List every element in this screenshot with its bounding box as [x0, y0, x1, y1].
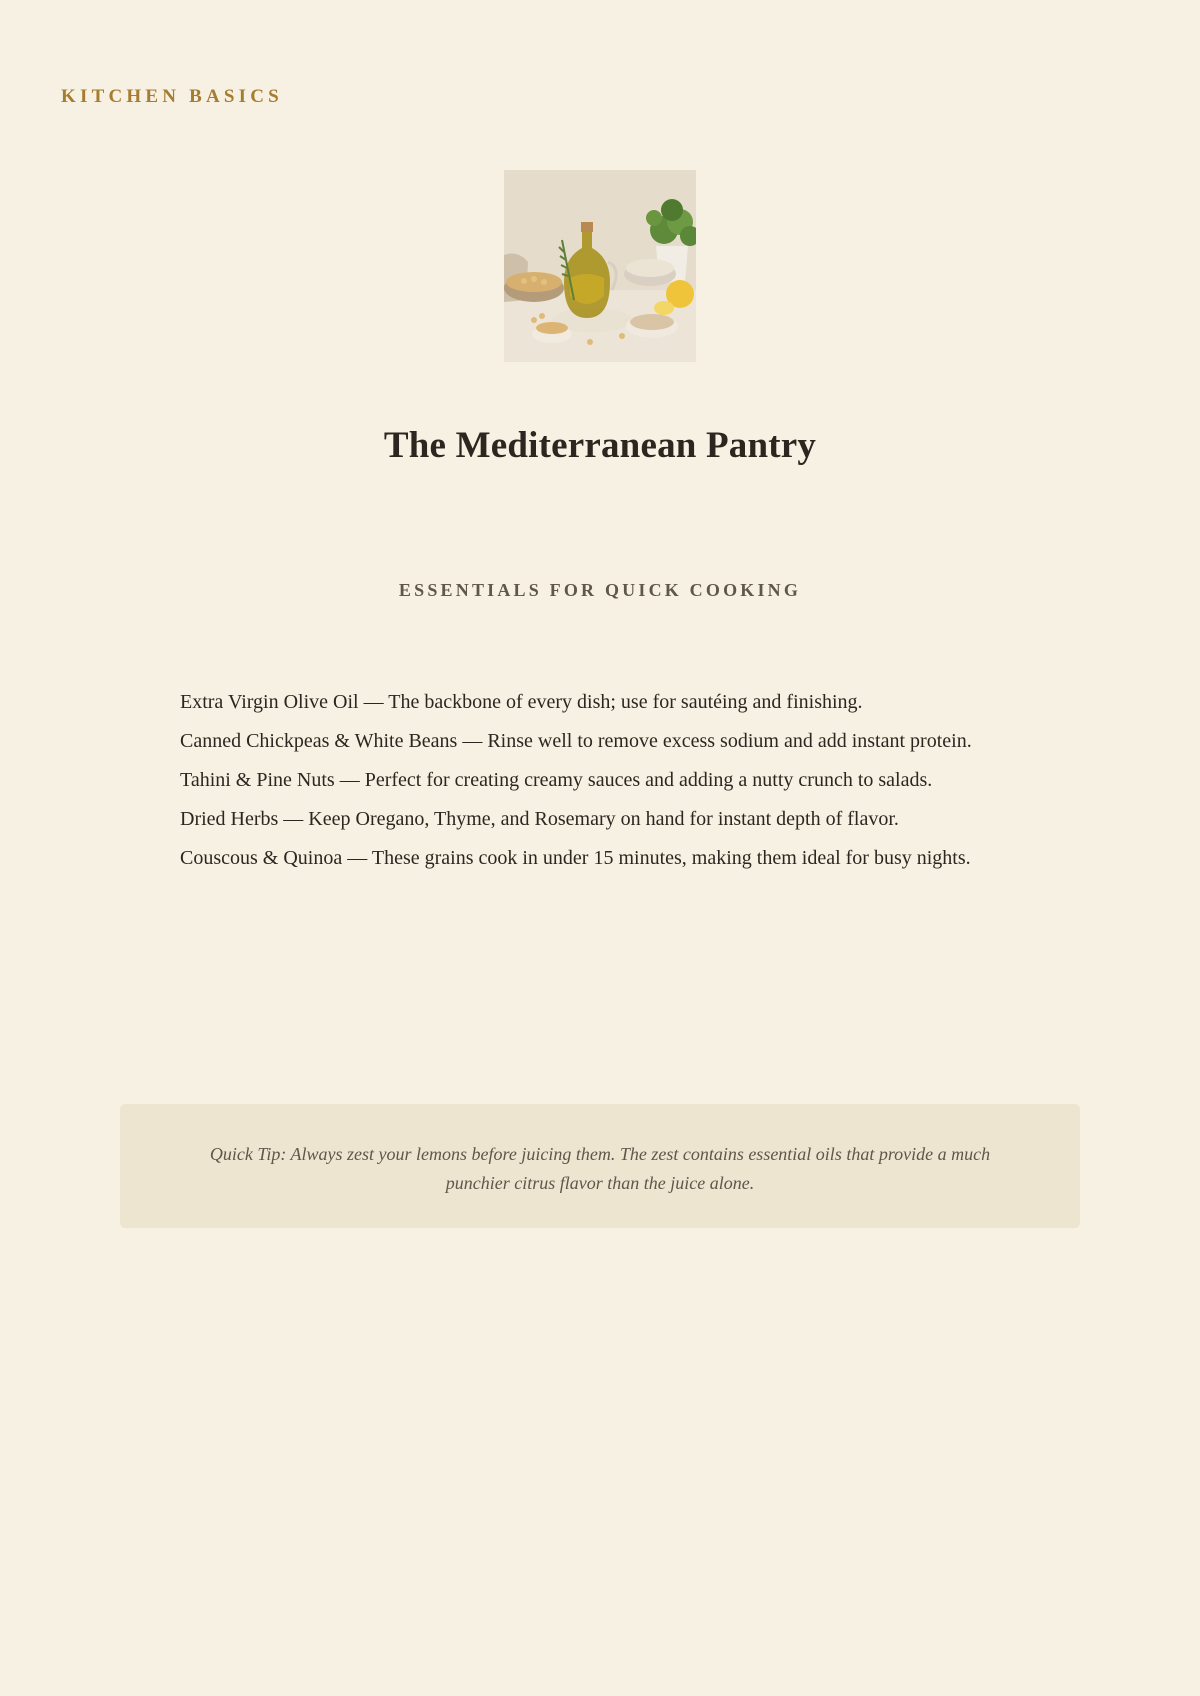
quick-tip-box: Quick Tip: Always zest your lemons before juicing them. The zest contains essential oils that provide a much punchier citrus flavor than the juice alone.: [120, 1104, 1080, 1228]
pantry-photo-icon: [504, 170, 696, 362]
list-item: Dried Herbs — Keep Oregano, Thyme, and Rosemary on hand for instant depth of flavor.: [180, 808, 899, 830]
section-subtitle: ESSENTIALS FOR QUICK COOKING: [398, 580, 802, 600]
list-item: Couscous & Quinoa — These grains cook in under 15 minutes, making them ideal for busy nights.: [180, 847, 971, 869]
list-item: Canned Chickpeas & White Beans — Rinse well to remove excess sodium and add instant protein.: [180, 730, 972, 752]
page-title: The Mediterranean Pantry: [383, 425, 817, 466]
pantry-list: [180, 683, 1060, 878]
list-item: Extra Virgin Olive Oil — The backbone of every dish; use for sautéing and finishing.: [180, 691, 863, 713]
list-item: Tahini & Pine Nuts — Perfect for creating creamy sauces and adding a nutty crunch to salads.: [180, 769, 933, 791]
brand-label: KITCHEN BASICS: [61, 86, 283, 107]
pantry-photo: [504, 170, 696, 362]
